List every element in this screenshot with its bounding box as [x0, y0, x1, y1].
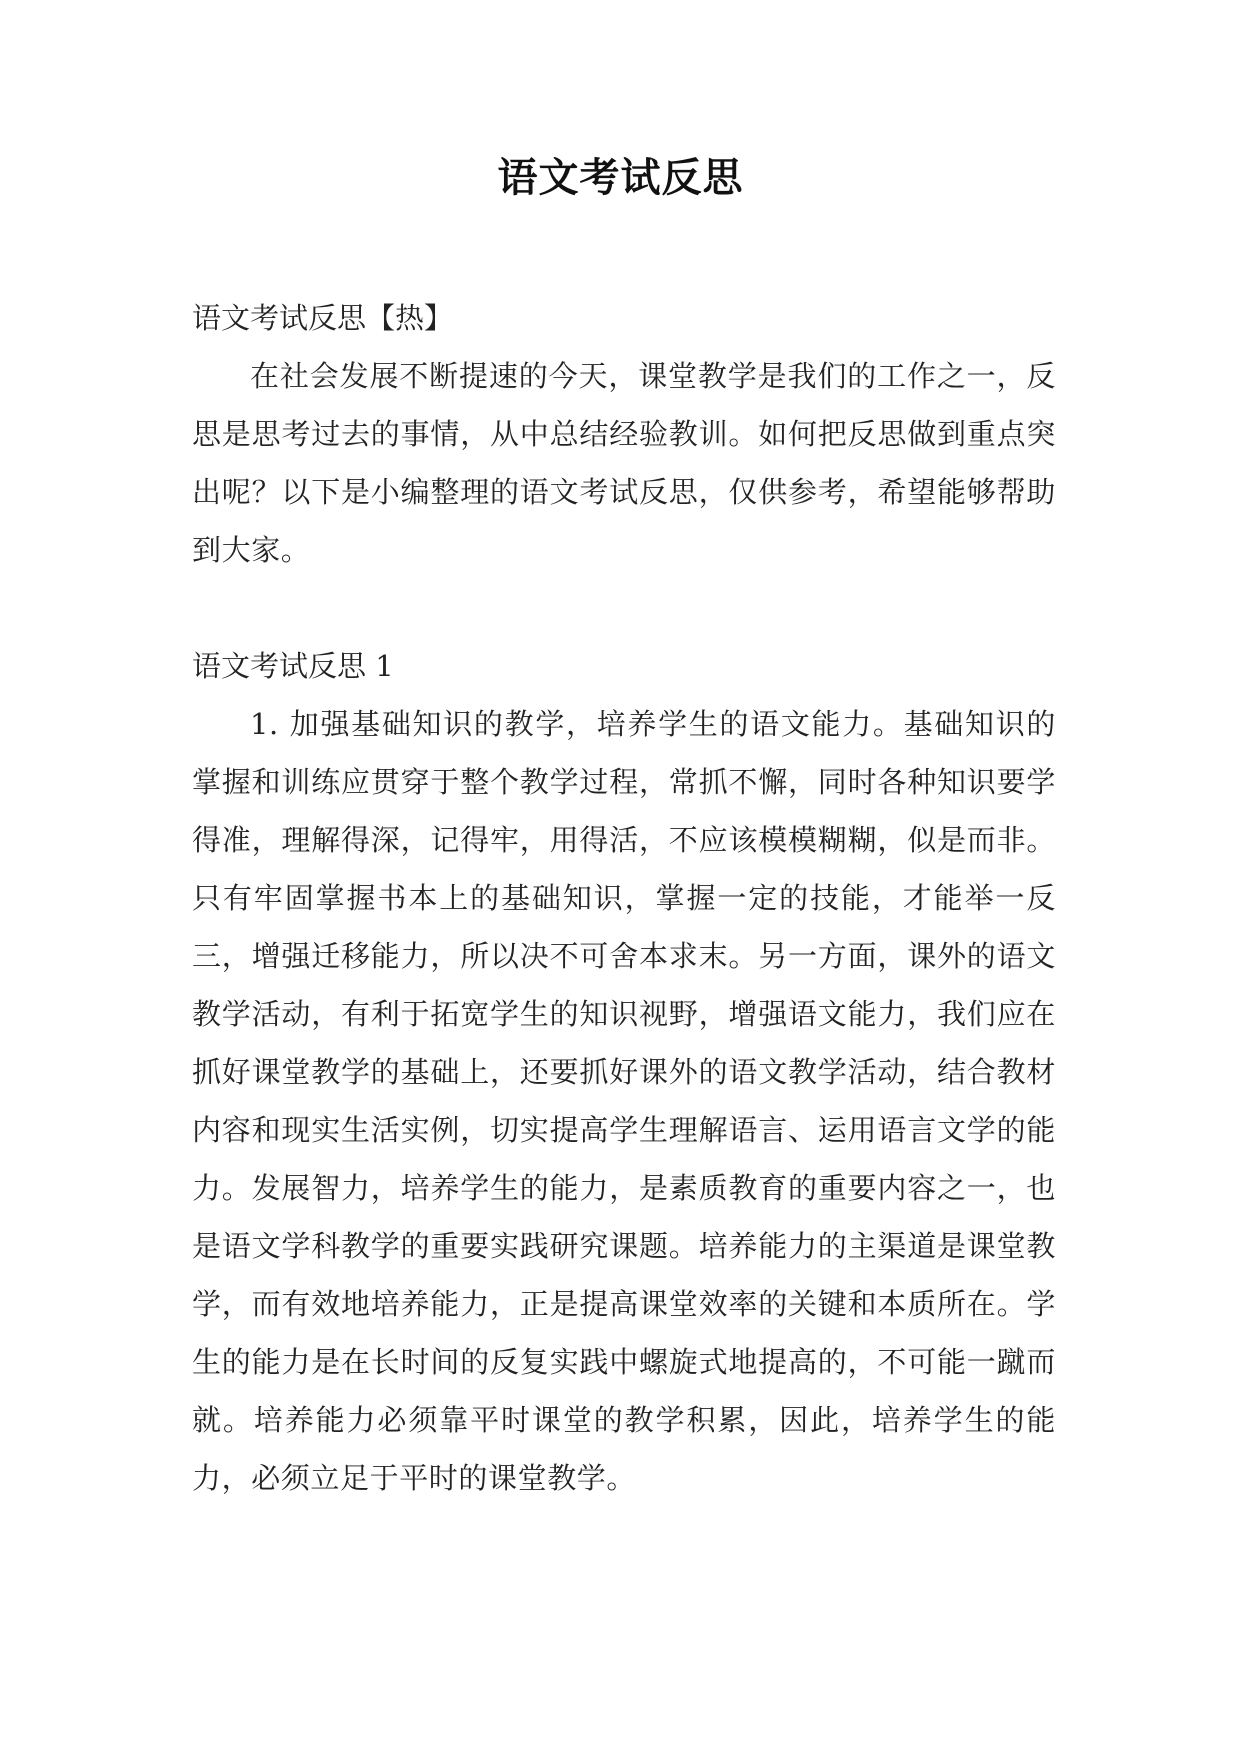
- document-title: 语文考试反思: [497, 155, 744, 201]
- intro-heading: 语文考试反思【热】: [192, 301, 454, 335]
- intro-paragraph: 在社会发展不断提速的今天，课堂教学是我们的工作之一，反思是思考过去的事情，从中总结经验教训。如何把反思做到重点突出呢？以下是小编整理的语文考试反思，仅供参考，希望能够帮助到大家。: [192, 359, 1056, 567]
- section-1-paragraph: 1. 加强基础知识的教学，培养学生的语文能力。基础知识的掌握和训练应贯穿于整个教学过程，常抓不懈，同时各种知识要学得准，理解得深，记得牢，用得活，不应该模模糊糊，似是而非。只有牢固掌握书本上的基础知识，掌握一定的技能，才能举一反三，增强迁移能力，所以决不可舍本求末。另一方面，课外的语文教学活动，有利于拓宽学生的知识视野，增强语文能力，我们应在抓好课堂教学的基础上，还要抓好课外的语文教学活动，结合教材内容和现实生活实例，切实提高学生理解语言、运用语言文学的能力。发展智力，培养学生的能力，是素质教育的重要内容之一，也是语文学科教学的重要实践研究课题。培养能力的主渠道是课堂教学，而有效地培养能力，正是提高课堂效率的关键和本质所在。学生的能力是在长时间的反复实践中螺旋式地提高的，不可能一蹴而就。培养能力必须靠平时课堂的教学积累，因此，培养学生的能力，必须立足于平时的课堂教学。: [192, 707, 1056, 1495]
- section-1: [192, 637, 1056, 1507]
- section-1-heading: 语文考试反思 1: [192, 649, 394, 683]
- intro-section: [192, 289, 1056, 579]
